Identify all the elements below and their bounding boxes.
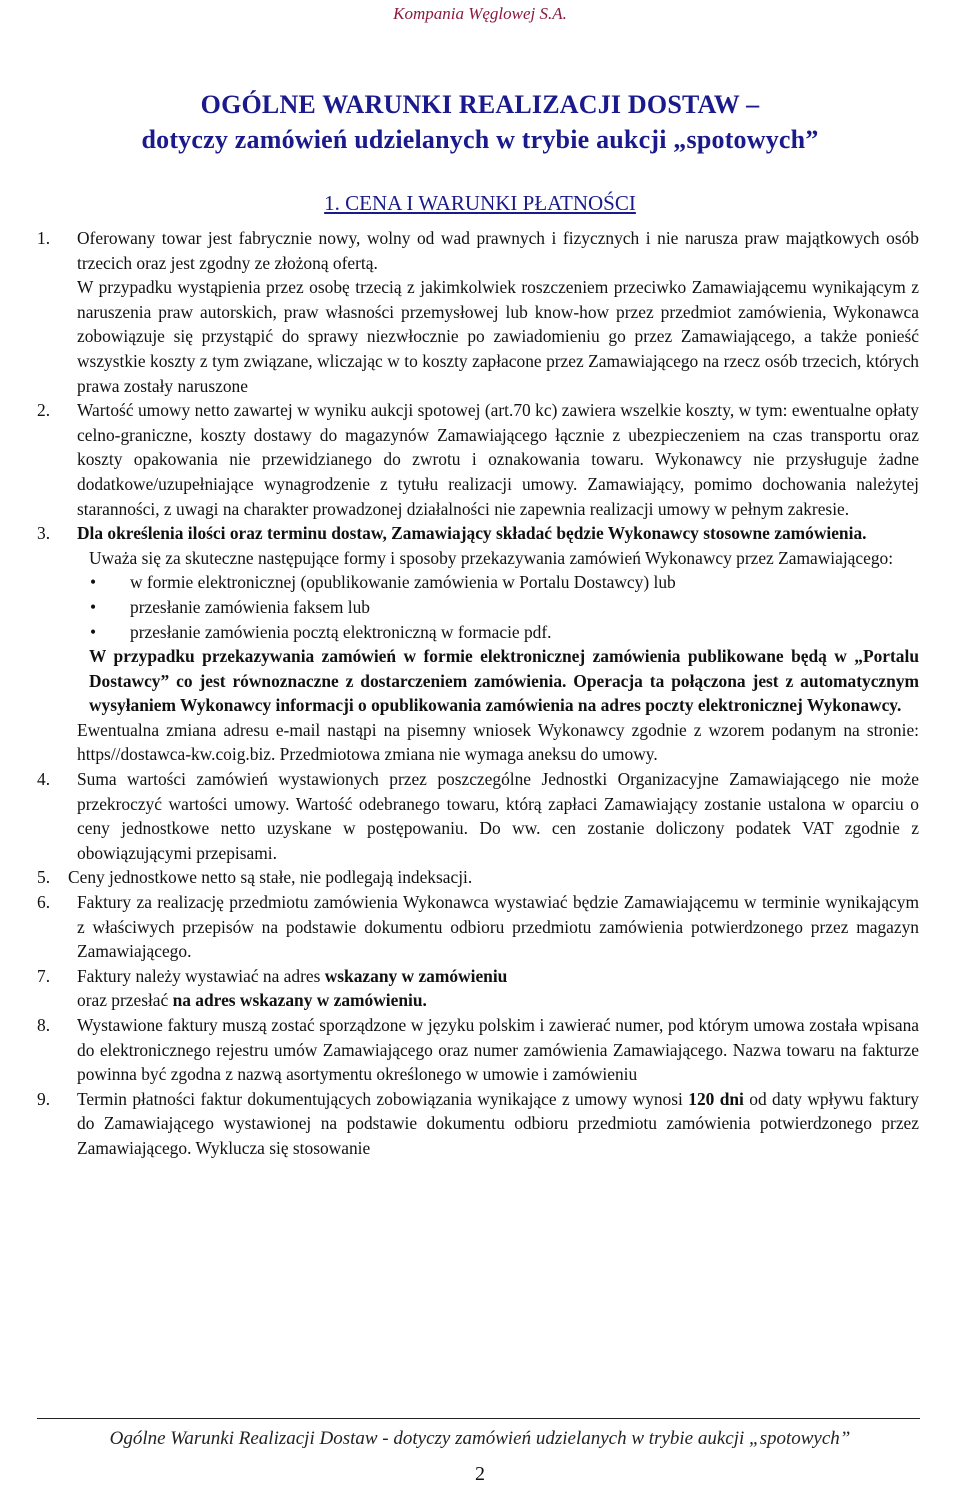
list-item-4 bbox=[37, 767, 919, 865]
item-number: 3. bbox=[37, 523, 51, 544]
paragraph bbox=[77, 1087, 919, 1161]
item-number: 8. bbox=[37, 1015, 51, 1035]
document-subtitle: dotyczy zamówień udzielanych w trybie aukcji „spotowych” bbox=[141, 125, 819, 154]
bold-text: Dla określenia ilości oraz terminu dostaw, Zamawiający składać będzie Wykonawcy stosowne zamówienia. bbox=[77, 523, 867, 544]
text-span: oraz przesłać bbox=[77, 990, 173, 1011]
item-number: 4. bbox=[37, 769, 51, 790]
list-item-5 bbox=[37, 865, 919, 890]
document-title: OGÓLNE WARUNKI REALIZACJI DOSTAW – bbox=[200, 90, 760, 119]
document-body bbox=[37, 226, 919, 1161]
paragraph: Suma wartości zamówień wystawionych przez poszczególne Jednostki Organizacyjne Zamawiającego nie może przekroczyć wartości umowy. Wartość odebranego towaru, którą zapłaci Zamawiający zostanie ustalona w oparciu o ceny jednostkowe netto uzyskane w postępowaniu. Do ww. cen zostanie doliczony podatek VAT zgodnie z obowiązującymi przepisami. bbox=[77, 769, 919, 863]
list-item-2 bbox=[37, 398, 919, 521]
list-item-3 bbox=[37, 521, 919, 767]
list-item-7 bbox=[37, 964, 919, 1013]
bullet-item bbox=[77, 620, 919, 645]
bold-text: W przypadku przekazywania zamówień w formie elektronicznej zamówienia publikowane będą w „Portalu Dostawcy” co jest równoznaczne z dostarczeniem zamówienia. Operacja ta połączona jest z automatycznym wysyłaniem Wykonawcy informacji o opublikowania zamówienia na adres poczty elektronicznej Wykonawcy. bbox=[89, 646, 919, 716]
paragraph: Ewentualna zmiana adresu e-mail nastąpi na pisemny wniosek Wykonawcy zgodnie z wzorem podanym na stronie: https//dostawca-kw.coig.biz. Przedmiotowa zmiana nie wymaga aneksu do umowy. bbox=[77, 719, 919, 765]
bullet-item bbox=[77, 595, 919, 620]
item-number: 2. bbox=[37, 400, 51, 421]
bold-text: na adres wskazany w zamówieniu. bbox=[172, 990, 427, 1011]
paragraph-bold bbox=[77, 644, 919, 718]
paragraph bbox=[77, 964, 919, 989]
section-heading-text: 1. CENA I WARUNKI PŁATNOŚCI bbox=[324, 191, 636, 215]
paragraph: Uważa się za skuteczne następujące formy i sposoby przekazywania zamówień Wykonawcy przez Zamawiającego: bbox=[89, 547, 894, 568]
paragraph: Wystawione faktury muszą zostać sporządzone w języku polskim i zawierać numer, pod którym umowa została wpisana do elektronicznego rejestru umów Zamawiającego oraz numer zamówienia Zamawiającego. Nazwa towaru na fakturze powinna być zgodna z nazwą asortymentu określonego w umowie i zamówieniu bbox=[77, 1015, 919, 1085]
paragraph: Ceny jednostkowe netto są stałe, nie podlegają indeksacji. bbox=[68, 867, 473, 888]
page-header: Kompania Węglowej S.A. bbox=[393, 4, 567, 23]
bullet-text: w formie elektronicznej (opublikowanie zamówienia w Portalu Dostawcy) lub bbox=[130, 572, 676, 593]
paragraph: Wartość umowy netto zawartej w wyniku aukcji spotowej (art.70 kc) zawiera wszelkie koszty, w tym: ewentualne opłaty celno-graniczne, koszty dostawy do magazynów Zamawiającego łącznie z ubezpieczeniem na czas transportu oraz koszty opakowania nie przewidzianego do zwrotu i oznakowania towaru. Wykonawcy nie przysługuje żadne dodatkowe/uzupełniające wynagrodzenie z tytułu realizacji umowy. Zamawiający, pomimo dochowania należytej staranności, z uwagi na charakter prowadzonej działalności nie zapewnia realizacji umowy w pełnym zakresie. bbox=[77, 400, 919, 519]
bullet-icon: • bbox=[90, 596, 97, 617]
text-span: Termin płatności faktur dokumentujących zobowiązania wynikające z umowy wynosi bbox=[77, 1088, 689, 1109]
bullet-text: przesłanie zamówienia faksem lub bbox=[130, 596, 370, 617]
list-item-6 bbox=[37, 890, 919, 964]
item-number: 1. bbox=[37, 228, 51, 248]
paragraph: Faktury za realizację przedmiotu zamówienia Wykonawca wystawiać będzie Zamawiającemu w terminie wynikającym z właściwych przepisów na podstawie dokumentu odbioru przedmiotu zamówienia potwierdzonego przez magazyn Zamawiającego. bbox=[77, 892, 919, 962]
bullet-icon: • bbox=[90, 572, 97, 593]
item-number: 7. bbox=[37, 965, 51, 986]
bold-text: wskazany w zamówieniu bbox=[324, 965, 508, 986]
paragraph bbox=[77, 988, 919, 1013]
text-span: od daty wpływu faktury do Zamawiającego wystawionej na podstawie dokumentu odbioru przedmiotu zamówienia potwierdzonego przez Zamawiającego. Wyklucza się stosowanie bbox=[77, 1088, 919, 1158]
bold-text: 120 dni bbox=[688, 1088, 744, 1109]
list-item-9 bbox=[37, 1087, 919, 1161]
footer-divider bbox=[37, 1418, 920, 1419]
text-span: Faktury należy wystawiać na adres bbox=[77, 965, 325, 986]
page-number: 2 bbox=[475, 1463, 485, 1485]
paragraph: Oferowany towar jest fabrycznie nowy, wolny od wad prawnych i fizycznych i nie narusza praw majątkowych osób trzecich oraz jest zgodny ze złożoną ofertą. bbox=[77, 228, 919, 273]
list-item-8 bbox=[37, 1013, 919, 1087]
bullet-item bbox=[77, 570, 919, 595]
paragraph-bold bbox=[77, 521, 919, 546]
item-number: 5. bbox=[37, 867, 51, 888]
item-number: 6. bbox=[37, 892, 51, 913]
page-footer: Ogólne Warunki Realizacji Dostaw - dotyczy zamówień udzielanych w trybie aukcji „spotowych” bbox=[109, 1428, 851, 1449]
bullet-icon: • bbox=[90, 621, 97, 642]
section-heading bbox=[0, 191, 960, 216]
paragraph: W przypadku wystąpienia przez osobę trzecią z jakimkolwiek roszczeniem przeciwko Zamawiającemu wynikającym z naruszenia praw autorskich, praw własności przemysłowej lub know-how przez przedmiot zamówienia, Wykonawca zobowiązuje się przystąpić do sprawy niezwłocznie po zawiadomieniu go przez Zamawiającego, a także ponieść wszystkie koszty z tym związane, wliczając w to koszty zapłacone przez Zamawiającego na rzecz osób trzecich, których prawa zostały naruszone bbox=[77, 277, 919, 396]
list-item-1 bbox=[37, 226, 919, 398]
item-number: 9. bbox=[37, 1088, 51, 1109]
bullet-text: przesłanie zamówienia pocztą elektroniczną w formacie pdf. bbox=[130, 621, 552, 642]
